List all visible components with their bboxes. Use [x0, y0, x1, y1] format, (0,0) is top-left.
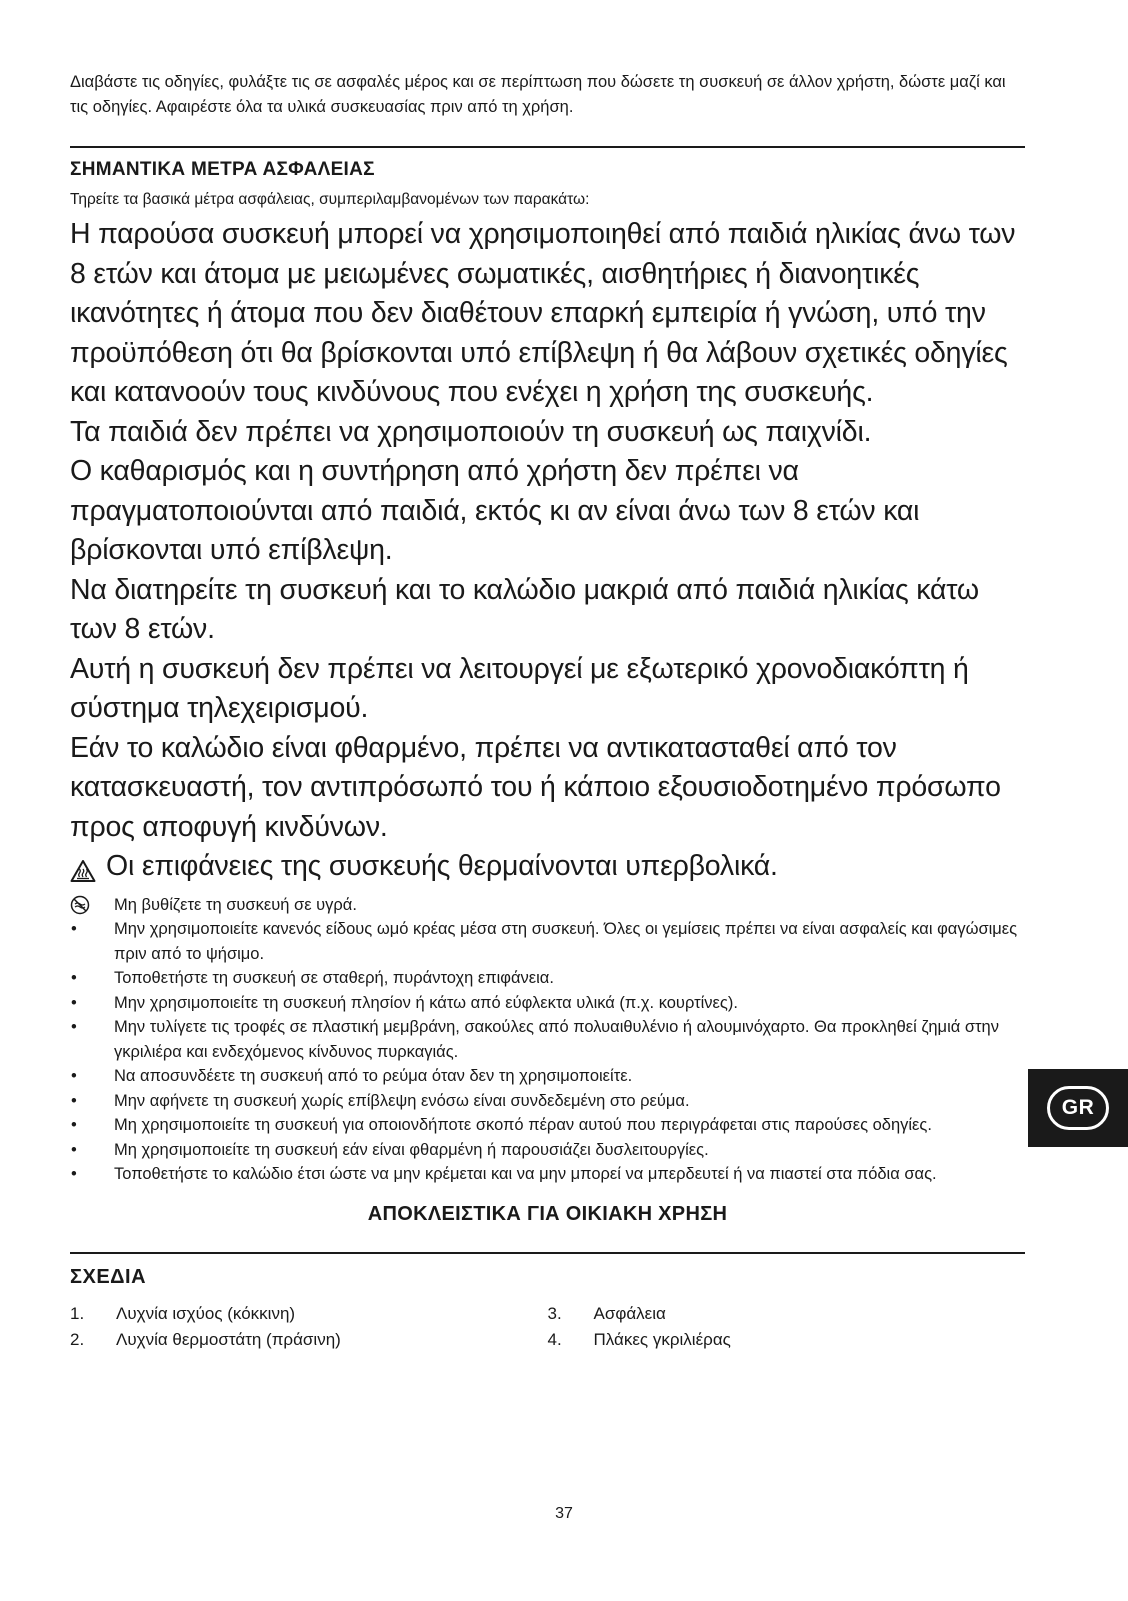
- list-item-text: Μην χρησιμοποιείτε τη συσκευή πλησίον ή κάτω από εύφλεκτα υλικά (π.χ. κουρτίνες).: [114, 993, 738, 1012]
- list-item-text: Τοποθετήστε τη συσκευή σε σταθερή, πυράντοχη επιφάνεια.: [114, 969, 554, 987]
- list-item-text: Μην αφήνετε τη συσκευή χωρίς επίβλεψη ενόσω είναι συνδεδεμένη στο ρεύμα.: [114, 1091, 690, 1110]
- language-badge: GR: [1047, 1086, 1109, 1130]
- list-item: [70, 1015, 1025, 1064]
- list-item: [70, 893, 1025, 918]
- bullet: •: [71, 1018, 77, 1036]
- list-item: [70, 917, 1025, 966]
- section-divider: [70, 1252, 1025, 1254]
- safety-paragraph: Αυτή η συσκευή δεν πρέπει να λειτουργεί με εξωτερικό χρονοδιακόπτη ή σύστημα τηλεχειρισμού.: [70, 652, 969, 724]
- intro-text: Διαβάστε τις οδηγίες, φυλάξτε τις σε ασφαλές μέρος και σε περίπτωση που δώσετε τη συσκευή σε άλλον χρήστη, δώστε μαζί και τις οδηγίες. Αφαιρέστε όλα τα υλικά συσκευασίας πριν από τη χρήση.: [70, 73, 1006, 116]
- part-number: 4.: [547, 1329, 562, 1349]
- household-use-heading: ΑΠΟΚΛΕΙΣΤΙΚΑ ΓΙΑ ΟΙΚΙΑΚΗ ΧΡΗΣΗ: [367, 1202, 728, 1225]
- safety-paragraph: Τα παιδιά δεν πρέπει να χρησιμοποιούν τη συσκευή ως παιχνίδι.: [70, 415, 872, 448]
- list-item-text: Μην τυλίγετε τις τροφές σε πλαστική μεμβράνη, σακούλες από πολυαιθυλένιο ή αλουμινόχαρτο. Θα προκληθεί ζημιά στην γκριλιέρα και ενδεχόμενος κίνδυνος πυρκαγιάς.: [114, 1018, 999, 1061]
- bullet: •: [71, 1091, 77, 1110]
- list-item: [70, 1113, 1025, 1138]
- parts-heading: ΣΧΕΔΙΑ: [70, 1265, 147, 1288]
- safety-paragraph: Εάν το καλώδιο είναι φθαρμένο, πρέπει να αντικατασταθεί από τον κατασκευαστή, τον αντιπρόσωπό του ή κάποιο εξουσιοδοτημένο πρόσωπο προς αποφυγή κινδύνων.: [70, 731, 1001, 843]
- manual-page: [70, 70, 1025, 1353]
- list-item-text: Μη χρησιμοποιείτε τη συσκευή για οποιονδήποτε σκοπό πέραν αυτού που περιγράφεται στις παρούσες οδηγίες.: [114, 1116, 932, 1134]
- list-item-text: Μην χρησιμοποιείτε κανενός είδους ωμό κρέας μέσα στη συσκευή. Όλες οι γεμίσεις πρέπει να είναι ασφαλείς και φαγώσιμες πριν από το ψήσιμο.: [114, 920, 1018, 963]
- list-item-text: Μη χρησιμοποιείτε τη συσκευή εάν είναι φθαρμένη ή παρουσιάζει δυσλειτουργίες.: [114, 1140, 709, 1159]
- part-label: Πλάκες γκριλιέρας: [593, 1329, 731, 1349]
- parts-column-left: [70, 1301, 548, 1353]
- part-item: [70, 1327, 548, 1353]
- list-item: [70, 1162, 1025, 1187]
- part-number: 2.: [70, 1329, 85, 1349]
- part-label: Λυχνία θερμοστάτη (πράσινη): [116, 1329, 341, 1349]
- section-divider: [70, 146, 1025, 148]
- part-label: Λυχνία ισχύος (κόκκινη): [116, 1303, 296, 1323]
- safety-paragraph: Ο καθαρισμός και η συντήρηση από χρήστη δεν πρέπει να πραγματοποιούνται από παιδιά, εκτός κι αν είναι άνω των 8 ετών και βρίσκονται υπό επίβλεψη.: [70, 455, 920, 566]
- bullet: •: [71, 993, 77, 1012]
- bullet: •: [71, 1140, 77, 1159]
- list-item: [70, 1138, 1025, 1163]
- list-item-text: Τοποθετήστε το καλώδιο έτσι ώστε να μην κρέμεται και να μην μπορεί να μπερδευτεί ή να πιαστεί στα πόδια σας.: [114, 1165, 937, 1183]
- list-item: [70, 966, 1025, 991]
- bullet: •: [71, 920, 77, 938]
- safety-paragraph: Η παρούσα συσκευή μπορεί να χρησιμοποιηθεί από παιδιά ηλικίας άνω των 8 ετών και άτομα με μειωμένες σωματικές, αισθητήριες ή διανοητικές ικανότητες ή άτομα που δεν διαθέτουν επαρκή εμπειρία ή γνώση, υπό την προϋπόθεση ότι θα βρίσκονται υπό επίβλεψη ή θα λάβουν σχετικές οδηγίες και κατανοούν τους κινδύνους που ενέχει η χρήση της συσκευής.: [70, 218, 1016, 408]
- list-item-text: Να αποσυνδέετε τη συσκευή από το ρεύμα όταν δεν τη χρησιμοποιείτε.: [114, 1067, 633, 1085]
- list-item-text: Μη βυθίζετε τη συσκευή σε υγρά.: [114, 895, 357, 914]
- safety-paragraph: Να διατηρείτε τη συσκευή και το καλώδιο μακριά από παιδιά ηλικίας κάτω των 8 ετών.: [70, 573, 979, 645]
- part-item: [70, 1301, 548, 1327]
- bullet: •: [71, 1165, 77, 1183]
- hot-surface-warning: [70, 847, 1025, 887]
- part-number: 1.: [70, 1303, 85, 1323]
- safety-bullet-list: [70, 893, 1025, 1187]
- hot-surface-warning-text: Οι επιφάνειες της συσκευής θερμαίνονται υπερβολικά.: [106, 850, 778, 882]
- language-tab: [1028, 1069, 1128, 1147]
- do-not-immerse-icon: [70, 895, 90, 915]
- part-item: [548, 1301, 1026, 1327]
- list-item: [70, 991, 1025, 1016]
- safety-subheading: Τηρείτε τα βασικά μέτρα ασφάλειας, συμπεριλαμβανομένων των παρακάτω:: [70, 191, 590, 208]
- part-number: 3.: [547, 1303, 562, 1323]
- safety-heading: ΣΗΜΑΝΤΙΚΑ ΜΕΤΡΑ ΑΣΦΑΛΕΙΑΣ: [70, 159, 375, 180]
- bullet: •: [71, 969, 77, 987]
- part-item: [548, 1327, 1026, 1353]
- parts-list: [70, 1301, 1025, 1353]
- parts-column-right: [548, 1301, 1026, 1353]
- page-number: 37: [555, 1505, 573, 1522]
- safety-large-text: [70, 215, 1025, 887]
- bullet: •: [71, 1116, 77, 1134]
- list-item: [70, 1089, 1025, 1114]
- hot-surface-warning-icon: [70, 855, 96, 879]
- bullet: •: [71, 1067, 77, 1085]
- list-item: [70, 1064, 1025, 1089]
- part-label: Ασφάλεια: [593, 1303, 666, 1323]
